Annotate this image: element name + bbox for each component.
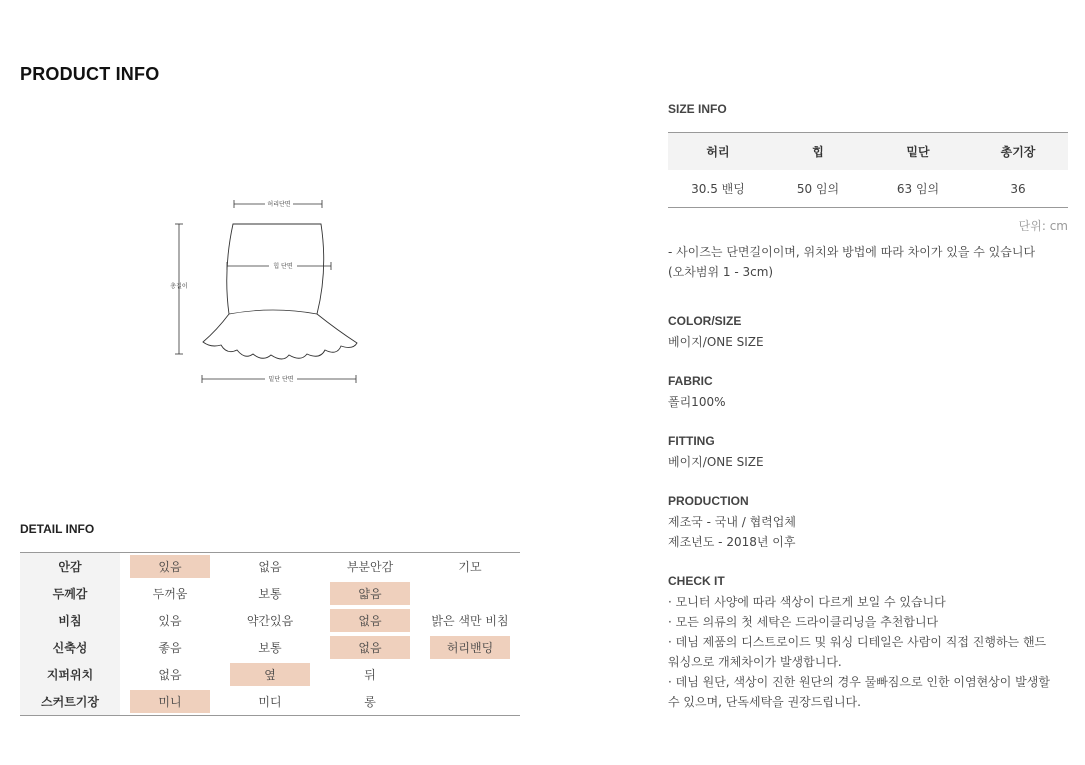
detail-cell: [220, 688, 320, 715]
detail-option: [430, 582, 510, 605]
detail-option-selected: 없음: [330, 636, 410, 659]
size-unit: 단위: cm: [1018, 219, 1068, 233]
detail-cell: [320, 580, 420, 607]
detail-info-table: [20, 552, 520, 716]
size-value-hem: 63 임의: [896, 182, 940, 196]
size-header-length: 총기장: [1000, 145, 1036, 159]
detail-cell: [420, 634, 520, 661]
detail-cell: [120, 580, 220, 607]
detail-row-label: 스커트기장: [20, 688, 120, 715]
detail-option: [430, 663, 510, 686]
detail-option-selected: 옆: [230, 663, 310, 686]
detail-row: [20, 688, 520, 715]
detail-option-selected: 없음: [330, 609, 410, 632]
check-it-title: CHECK IT: [668, 574, 725, 588]
hem-label: 밑단 단면: [268, 376, 294, 383]
detail-cell: [420, 580, 520, 607]
detail-option-selected: 있음: [130, 555, 210, 578]
check-it-line: · 데님 원단, 색상이 진한 원단의 경우 물빠짐으로 인한 이염현상이 발생할: [668, 675, 1050, 689]
detail-option-selected: 미니: [130, 690, 210, 713]
detail-cell: [220, 580, 320, 607]
detail-option: 뒤: [364, 668, 376, 682]
detail-option: 롱: [364, 695, 376, 709]
detail-cell: [320, 607, 420, 634]
detail-row-label: 안감: [20, 553, 120, 580]
length-label: 총길이: [170, 283, 188, 290]
detail-option: 보통: [258, 641, 282, 655]
detail-option: 기모: [458, 560, 482, 574]
detail-cell: [320, 553, 420, 580]
check-it-line: 수 있으며, 단독세탁을 권장드립니다.: [668, 695, 861, 709]
detail-option: [430, 690, 510, 713]
detail-cell: [120, 634, 220, 661]
check-it-line: · 모니터 사양에 따라 색상이 다르게 보일 수 있습니다: [668, 595, 946, 609]
detail-cell: [120, 688, 220, 715]
production-title: PRODUCTION: [668, 494, 749, 508]
hip-label: 힙 단면: [273, 263, 293, 270]
size-header-hip: 힙: [812, 145, 824, 159]
detail-option: 없음: [258, 560, 282, 574]
detail-option: 좋음: [158, 641, 182, 655]
detail-option: 미디: [258, 695, 282, 709]
detail-cell: [420, 553, 520, 580]
page-title: PRODUCT INFO: [20, 64, 160, 84]
detail-cell: [320, 688, 420, 715]
detail-option: 없음: [158, 668, 182, 682]
detail-option-selected: 얇음: [330, 582, 410, 605]
detail-row: [20, 553, 520, 580]
skirt-measurement-diagram: [165, 190, 370, 395]
detail-option: 밝은 색만 비침: [431, 614, 509, 628]
detail-option: 약간있음: [246, 614, 294, 628]
size-header-hem: 밑단: [906, 145, 930, 159]
detail-cell: [420, 607, 520, 634]
detail-option: 부분안감: [346, 560, 394, 574]
color-size-title: COLOR/SIZE: [668, 314, 742, 328]
size-table-row: [668, 170, 1068, 207]
check-it-line: · 모든 의류의 첫 세탁은 드라이클리닝을 추천합니다: [668, 615, 939, 629]
detail-row-label: 신축성: [20, 634, 120, 661]
fitting-value: 베이지/ONE SIZE: [668, 455, 764, 469]
detail-row: [20, 661, 520, 688]
detail-option: 있음: [158, 614, 182, 628]
size-table-header: [668, 133, 1068, 170]
fitting-title: FITTING: [668, 434, 715, 448]
detail-row-label: 지퍼위치: [20, 661, 120, 688]
size-note: - 사이즈는 단면길이이며, 위치와 방법에 따라 차이가 있을 수 있습니다: [668, 245, 1036, 259]
detail-cell: [220, 553, 320, 580]
color-size-value: 베이지/ONE SIZE: [668, 335, 764, 349]
size-value-hip: 50 임의: [796, 182, 840, 196]
detail-cell: [120, 553, 220, 580]
detail-row-label: 비침: [20, 607, 120, 634]
detail-row: [20, 607, 520, 634]
size-info-title: SIZE INFO: [668, 102, 727, 116]
size-header-waist: 허리: [706, 145, 730, 159]
detail-option: 두꺼움: [152, 587, 188, 601]
check-it-line: 워싱으로 개체차이가 발생합니다.: [668, 655, 842, 669]
size-info-table: [668, 132, 1068, 208]
detail-cell: [320, 661, 420, 688]
detail-cell: [120, 607, 220, 634]
detail-cell: [220, 607, 320, 634]
check-it-line: · 데님 제품의 디스트로이드 및 워싱 디테일은 사람이 직접 진행하는 핸드: [668, 635, 1047, 649]
waist-label: 허리단면: [267, 201, 291, 208]
detail-cell: [220, 661, 320, 688]
detail-cell: [420, 661, 520, 688]
size-value-length: 36: [1010, 181, 1026, 196]
detail-row: [20, 580, 520, 607]
fabric-title: FABRIC: [668, 374, 713, 388]
fabric-value: 폴리100%: [668, 395, 726, 409]
skirt-outline: [203, 224, 357, 359]
detail-row: [20, 634, 520, 661]
detail-option-selected: 허리밴딩: [430, 636, 510, 659]
detail-option: 보통: [258, 587, 282, 601]
size-tolerance-note: (오차범위 1 - 3cm): [668, 265, 774, 279]
detail-cell: [220, 634, 320, 661]
detail-info-title: DETAIL INFO: [20, 522, 95, 536]
production-country: 제조국 - 국내 / 협력업체: [668, 515, 796, 529]
production-year: 제조년도 - 2018년 이후: [668, 535, 796, 549]
size-value-waist: 30.5 밴딩: [691, 182, 745, 196]
detail-row-label: 두께감: [20, 580, 120, 607]
detail-cell: [320, 634, 420, 661]
detail-cell: [120, 661, 220, 688]
detail-cell: [420, 688, 520, 715]
